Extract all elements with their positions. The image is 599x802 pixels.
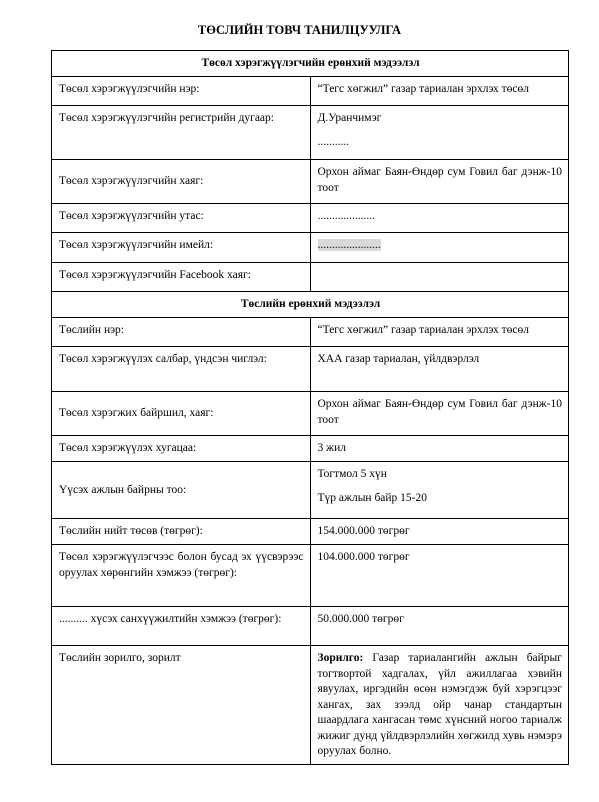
row-label-requested-funding: .......... хүсэх санхүүжилтийн хэмжээ (төгрөг): bbox=[52, 607, 311, 646]
row-value-requested-funding: 50.000.000 төгрөг bbox=[310, 607, 569, 646]
row-value-total-budget: 154.000.000 төгрөг bbox=[310, 519, 569, 545]
jobs-temporary: Түр ажлын байр 15-20 bbox=[317, 491, 428, 504]
section-header-row bbox=[52, 292, 569, 318]
row-label-own-contribution: Төсөл хэрэгжүүлэгчээс болон бусад эх үүсвэрээс оруулах хөрөнгийн хэмжээ (төгрөг): bbox=[52, 545, 311, 607]
table-row bbox=[52, 347, 569, 392]
row-value-address: Орхон аймаг Баян-Өндөр сум Говил баг дэнж-10 тоот bbox=[310, 160, 569, 204]
row-label-phone: Төсөл хэрэгжүүлэгчийн утас: bbox=[52, 204, 311, 233]
table-row bbox=[52, 263, 569, 292]
row-value-own-contribution: 104.000.000 төгрөг bbox=[310, 545, 569, 607]
row-label-address: Төсөл хэрэгжүүлэгчийн хаяг: bbox=[52, 160, 311, 204]
project-summary-table bbox=[51, 50, 569, 765]
row-value-project-name: “Тегс хөгжил” газар тариалан эрхлэх төсөл bbox=[310, 318, 569, 347]
row-value-implementer-name: “Тегс хөгжил” газар тариалан эрхлэх төсөл bbox=[310, 77, 569, 106]
table-row bbox=[52, 318, 569, 347]
table-row bbox=[52, 462, 569, 519]
email-placeholder: ...................... bbox=[317, 239, 381, 251]
table-row bbox=[52, 106, 569, 160]
row-label-sector: Төсөл хэрэгжүүлэх салбар, үндсэн чиглэл: bbox=[52, 347, 311, 392]
goal-label: Зорилго: bbox=[317, 652, 364, 664]
row-label-location: Төсөл хэрэгжих байршил, хаяг: bbox=[52, 392, 311, 436]
table-row bbox=[52, 545, 569, 607]
row-value-location: Орхон аймаг Баян-Өндөр сум Говил баг дэнж-10 тоот bbox=[310, 392, 569, 436]
row-label-project-name: Төслийн нэр: bbox=[52, 318, 311, 347]
row-value-goal bbox=[310, 646, 569, 765]
row-value-duration: 3 жил bbox=[310, 436, 569, 462]
row-label-email: Төсөл хэрэгжүүлэгчийн имейл: bbox=[52, 233, 311, 263]
table-row bbox=[52, 233, 569, 263]
table-row bbox=[52, 392, 569, 436]
row-label-duration: Төсөл хэрэгжүүлэх хугацаа: bbox=[52, 436, 311, 462]
row-value-email bbox=[310, 233, 569, 263]
row-label-register-number: Төсөл хэрэгжүүлэгчийн регистрийн дугаар: bbox=[52, 106, 311, 160]
table-row bbox=[52, 160, 569, 204]
table-row bbox=[52, 77, 569, 106]
section-heading-implementer: Төсөл хэрэгжүүлэгчийн ерөнхий мэдээлэл bbox=[52, 51, 569, 77]
table-row bbox=[52, 646, 569, 765]
table-row bbox=[52, 607, 569, 646]
document-title: ТӨСЛИЙН ТОВЧ ТАНИЛЦУУЛГА bbox=[197, 23, 402, 37]
section-heading-project: Төслийн ерөнхий мэдээлэл bbox=[52, 292, 569, 318]
jobs-permanent: Тогтмол 5 хүн bbox=[317, 468, 387, 480]
row-value-facebook bbox=[310, 263, 569, 292]
row-label-goal: Төслийн зорилго, зорилт bbox=[52, 646, 311, 765]
table-row bbox=[52, 436, 569, 462]
register-placeholder: ........... bbox=[317, 135, 350, 148]
register-name: Д.Уранчимэг bbox=[317, 112, 382, 124]
row-label-facebook: Төсөл хэрэгжүүлэгчийн Facebook хаяг: bbox=[52, 263, 311, 292]
row-value-jobs bbox=[310, 462, 569, 519]
row-value-sector: ХАА газар тариалан, үйлдвэрлэл bbox=[310, 347, 569, 392]
goal-text: Газар тариалангийн ажлын байрыг тогтвортой хадгалах, үйл ажиллагаа хэвийн явуулах, иргэдийн өсөн нэмэгдэж буй хэрэгцээг хангах, зах зээлд ойр чанар стандартын шаардлага хангасан төмс хүнсний ногоо тариалж жижиг дунд үйлдвэрлэлийн хөгжилд хувь нэмэрэ оруулах болно. bbox=[317, 652, 562, 757]
row-value-phone: .................... bbox=[310, 204, 569, 233]
row-label-total-budget: Төслийн нийт төсөв (төгрөг): bbox=[52, 519, 311, 545]
row-label-implementer-name: Төсөл хэрэгжүүлэгчийн нэр: bbox=[52, 77, 311, 106]
table-row bbox=[52, 519, 569, 545]
row-label-jobs: Үүсэх ажлын байрны тоо: bbox=[52, 462, 311, 519]
table-row bbox=[52, 204, 569, 233]
row-value-register-number bbox=[310, 106, 569, 160]
section-header-row bbox=[52, 51, 569, 77]
